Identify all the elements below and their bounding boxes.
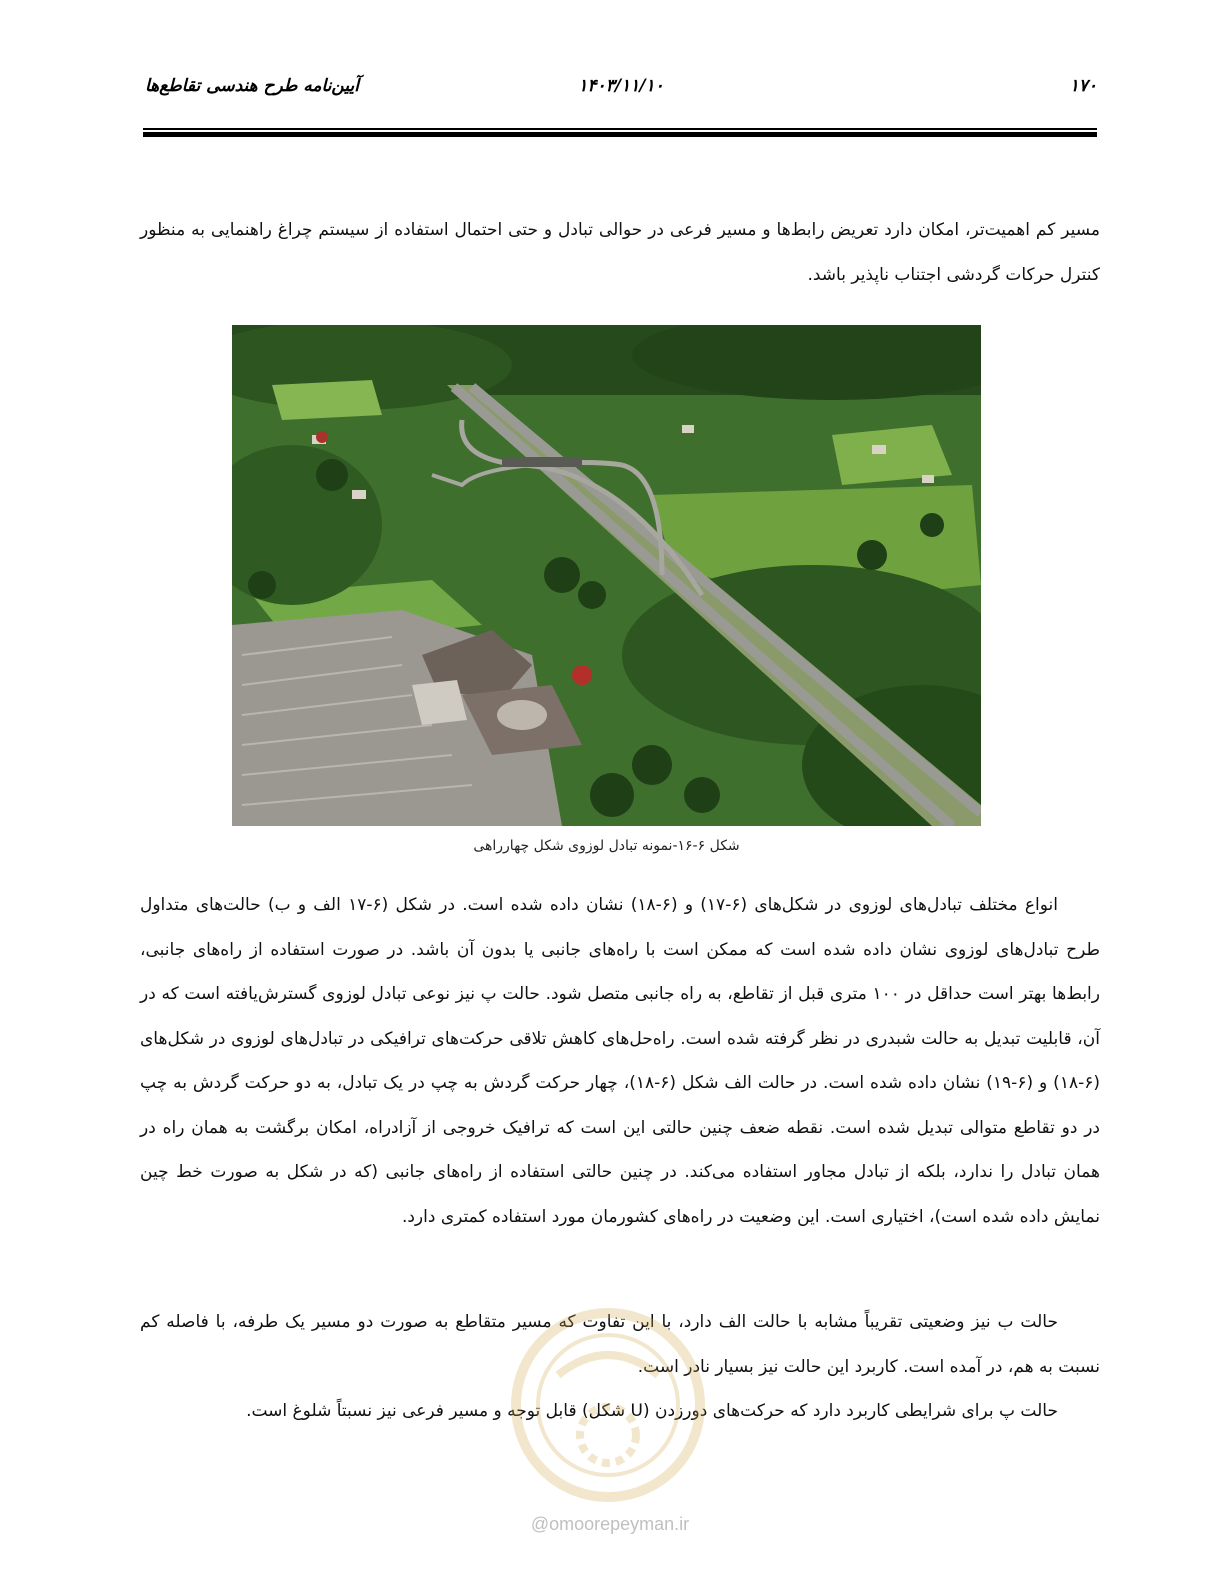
figure-caption: شکل ۶-۱۶-نمونه تبادل لوزوی شکل چهارراهی xyxy=(473,838,740,854)
watermark-seal xyxy=(488,1305,728,1505)
paragraph-intro: مسیر کم اهمیت‌تر، امکان دارد تعریض رابط‌ها و مسیر فرعی در حوالی تبادل و حتی احتمال استفاده از سیستم چراغ راهنمایی به منظور کنترل حرکات گردشی اجتناب ناپذیر باشد. xyxy=(140,220,1100,285)
watermark-site: @omoorepeyman.ir xyxy=(530,1514,690,1534)
paragraph-case-p: حالت پ برای شرایطی کاربرد دارد که حرکت‌های دورزدن (U شکل) قابل توجه و مسیر فرعی نیز نسبتاً شلوغ است. xyxy=(246,1401,1058,1421)
page-number: ۱۷۰ xyxy=(1069,76,1097,96)
at-sign-icon: @ xyxy=(530,1514,550,1534)
page-header xyxy=(145,70,1097,104)
header-rule-thick xyxy=(143,132,1097,137)
interchange-aerial-photo xyxy=(232,325,981,826)
document-title: آیین‌نامه طرح هندسی تقاطع‌ها xyxy=(145,76,359,96)
paragraph-interchange-types: انواع مختلف تبادل‌های لوزوی در شکل‌های (۶-۱۷) و (۶-۱۸) نشان داده شده است. در شکل (۶-۱۷ الف و ب) حالت‌های متداول طرح تبادل‌های لوزوی نشان داده شده است که ممکن است با راه‌های جانبی یا بدون آن باشد. در صورت استفاده از راه‌های جانبی، رابط‌ها بهتر است حداقل در ۱۰۰ متری قبل از تقاطع، به راه جانبی متصل شود. حالت پ نیز نوعی تبادل لوزوی گسترش‌یافته است که در آن، قابلیت تبدیل به حالت شبدری در نظر گرفته شده است. راه‌حل‌های کاهش تلاقی حرکت‌های ترافیکی در تبادل‌های لوزوی در شکل‌های (۶-۱۸) و (۶-۱۹) نشان داده شده است. در حالت الف شکل (۶-۱۸)، چهار حرکت گردش به چپ در یک تبادل، به دو حرکت گردش به چپ در دو تقاطع متوالی تبدیل شده است. نقطه ضعف چنین حالتی این است که ترافیک خروجی از آزادراه، امکان برگشت به همان راه در همان تبادل را ندارد، بلکه از تبادل مجاور استفاده می‌کند. در چنین حالتی استفاده از راه‌های جانبی (که در شکل به صورت خط چین نمایش داده شده است)، اختیاری است. این وضعیت در راه‌های کشورمان مورد استفاده کمتری دارد. xyxy=(140,895,1100,1227)
header-date: ۱۴۰۳/۱۱/۱۰ xyxy=(578,76,664,96)
header-rule-thin xyxy=(143,128,1097,130)
paragraph-case-b: حالت ب نیز وضعیتی تقریباً مشابه با حالت الف دارد، با این تفاوت که مسیر متقاطع به صورت دو مسیر یک طرفه، با فاصله کم نسبت به هم، در آمده است. کاربرد این حالت نیز بسیار نادر است. xyxy=(140,1312,1100,1377)
